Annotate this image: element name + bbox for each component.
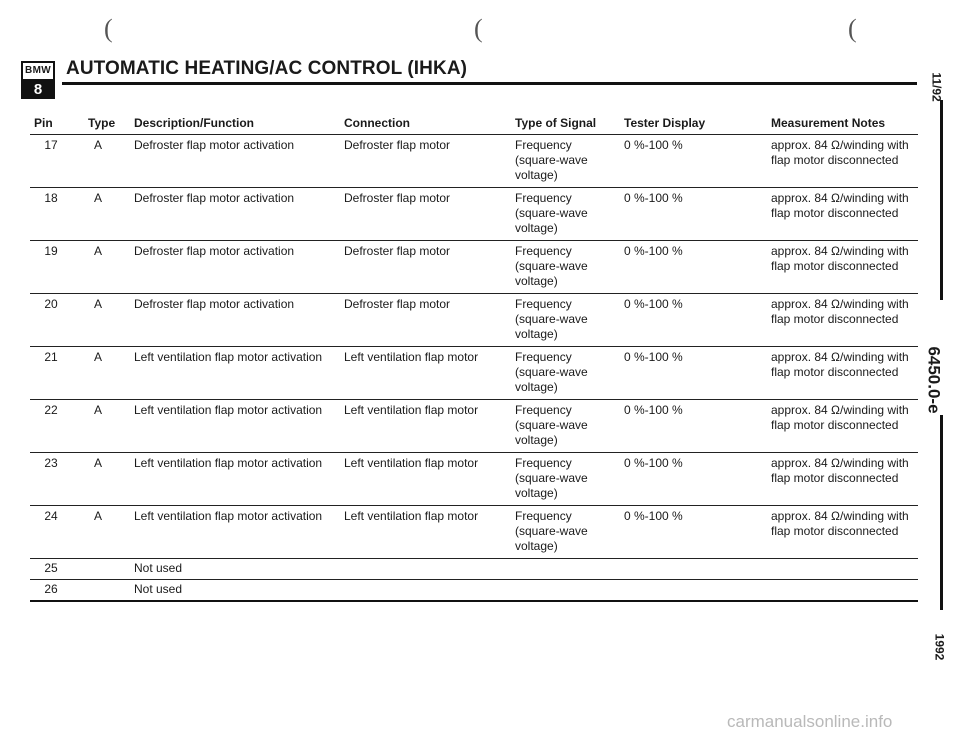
pin-number: 24 <box>30 506 84 559</box>
pin-tester: 0 %-100 % <box>620 188 767 241</box>
title-rule <box>62 82 917 85</box>
pin-number: 21 <box>30 347 84 400</box>
pin-number: 25 <box>30 559 84 580</box>
table-row <box>30 506 918 559</box>
pin-tester <box>620 559 767 580</box>
table-row <box>30 135 918 188</box>
pin-tester: 0 %-100 % <box>620 453 767 506</box>
page-title: AUTOMATIC HEATING/AC CONTROL (IHKA) <box>66 58 468 79</box>
pin-connection: Defroster flap motor <box>340 241 511 294</box>
bmw-logo <box>21 61 55 99</box>
pin-notes <box>767 559 918 580</box>
pin-connection <box>340 559 511 580</box>
col-header-type: Type <box>84 112 130 135</box>
pin-tester: 0 %-100 % <box>620 400 767 453</box>
publication-year: 1992 <box>932 633 947 661</box>
pin-notes: approx. 84 Ω/winding with flap motor disconnected <box>767 241 918 294</box>
pin-signal: Frequency (square-wave voltage) <box>511 506 620 559</box>
pin-description: Defroster flap motor activation <box>130 241 340 294</box>
pin-notes: approx. 84 Ω/winding with flap motor disconnected <box>767 347 918 400</box>
pin-signal: Frequency (square-wave voltage) <box>511 294 620 347</box>
pin-signal: Frequency (square-wave voltage) <box>511 241 620 294</box>
pin-description: Not used <box>130 559 340 580</box>
pin-table <box>30 112 918 602</box>
pin-number: 22 <box>30 400 84 453</box>
pin-signal: Frequency (square-wave voltage) <box>511 135 620 188</box>
pin-type: A <box>84 135 130 188</box>
pin-notes: approx. 84 Ω/winding with flap motor disconnected <box>767 400 918 453</box>
pin-signal: Frequency (square-wave voltage) <box>511 400 620 453</box>
table-row <box>30 400 918 453</box>
pin-type: A <box>84 400 130 453</box>
table-row <box>30 559 918 580</box>
pin-type: A <box>84 506 130 559</box>
pin-connection: Defroster flap motor <box>340 135 511 188</box>
table-header-row <box>30 112 918 135</box>
pin-signal <box>511 559 620 580</box>
pin-type <box>84 559 130 580</box>
pin-signal: Frequency (square-wave voltage) <box>511 453 620 506</box>
pin-number: 17 <box>30 135 84 188</box>
pin-tester: 0 %-100 % <box>620 135 767 188</box>
table-row <box>30 453 918 506</box>
binding-mark-right: ( <box>848 14 857 43</box>
page-code: 6450.0-e <box>924 346 944 414</box>
pin-connection: Defroster flap motor <box>340 294 511 347</box>
binding-mark-center: ( <box>474 14 483 43</box>
pin-tester: 0 %-100 % <box>620 347 767 400</box>
pin-notes: approx. 84 Ω/winding with flap motor disconnected <box>767 506 918 559</box>
pin-number: 20 <box>30 294 84 347</box>
col-header-tester: Tester Display <box>620 112 767 135</box>
table-row <box>30 580 918 602</box>
col-header-notes: Measurement Notes <box>767 112 918 135</box>
pin-type: A <box>84 188 130 241</box>
table-row <box>30 347 918 400</box>
pin-number: 23 <box>30 453 84 506</box>
pin-notes: approx. 84 Ω/winding with flap motor disconnected <box>767 294 918 347</box>
pin-tester: 0 %-100 % <box>620 241 767 294</box>
pin-type: A <box>84 241 130 294</box>
table-row <box>30 294 918 347</box>
binding-mark-left: ( <box>104 14 113 43</box>
col-header-signal: Type of Signal <box>511 112 620 135</box>
pin-connection: Left ventilation flap motor <box>340 400 511 453</box>
col-header-pin: Pin <box>30 112 84 135</box>
pin-connection: Left ventilation flap motor <box>340 506 511 559</box>
pin-notes: approx. 84 Ω/winding with flap motor disconnected <box>767 188 918 241</box>
pin-signal: Frequency (square-wave voltage) <box>511 347 620 400</box>
pin-type: A <box>84 347 130 400</box>
pin-connection: Defroster flap motor <box>340 188 511 241</box>
pin-type <box>84 580 130 602</box>
pin-signal: Frequency (square-wave voltage) <box>511 188 620 241</box>
revision-date: 11/92 <box>929 72 944 102</box>
watermark: carmanualsonline.info <box>727 712 893 731</box>
pin-number: 19 <box>30 241 84 294</box>
logo-brand: BMW <box>23 63 53 81</box>
col-header-description: Description/Function <box>130 112 340 135</box>
pin-connection <box>340 580 511 602</box>
pin-description: Defroster flap motor activation <box>130 188 340 241</box>
pin-description: Not used <box>130 580 340 602</box>
pin-description: Defroster flap motor activation <box>130 135 340 188</box>
pin-number: 18 <box>30 188 84 241</box>
table-row <box>30 188 918 241</box>
pin-type: A <box>84 453 130 506</box>
pin-number: 26 <box>30 580 84 602</box>
pin-description: Left ventilation flap motor activation <box>130 453 340 506</box>
table-row <box>30 241 918 294</box>
logo-series: 8 <box>23 81 53 99</box>
pin-tester: 0 %-100 % <box>620 294 767 347</box>
pin-notes: approx. 84 Ω/winding with flap motor disconnected <box>767 135 918 188</box>
pin-tester: 0 %-100 % <box>620 506 767 559</box>
pin-signal <box>511 580 620 602</box>
col-header-connection: Connection <box>340 112 511 135</box>
pin-connection: Left ventilation flap motor <box>340 453 511 506</box>
pin-type: A <box>84 294 130 347</box>
pin-description: Left ventilation flap motor activation <box>130 506 340 559</box>
pin-description: Left ventilation flap motor activation <box>130 347 340 400</box>
pin-description: Left ventilation flap motor activation <box>130 400 340 453</box>
pin-notes <box>767 580 918 602</box>
pin-notes: approx. 84 Ω/winding with flap motor disconnected <box>767 453 918 506</box>
pin-connection: Left ventilation flap motor <box>340 347 511 400</box>
pin-description: Defroster flap motor activation <box>130 294 340 347</box>
pin-tester <box>620 580 767 602</box>
